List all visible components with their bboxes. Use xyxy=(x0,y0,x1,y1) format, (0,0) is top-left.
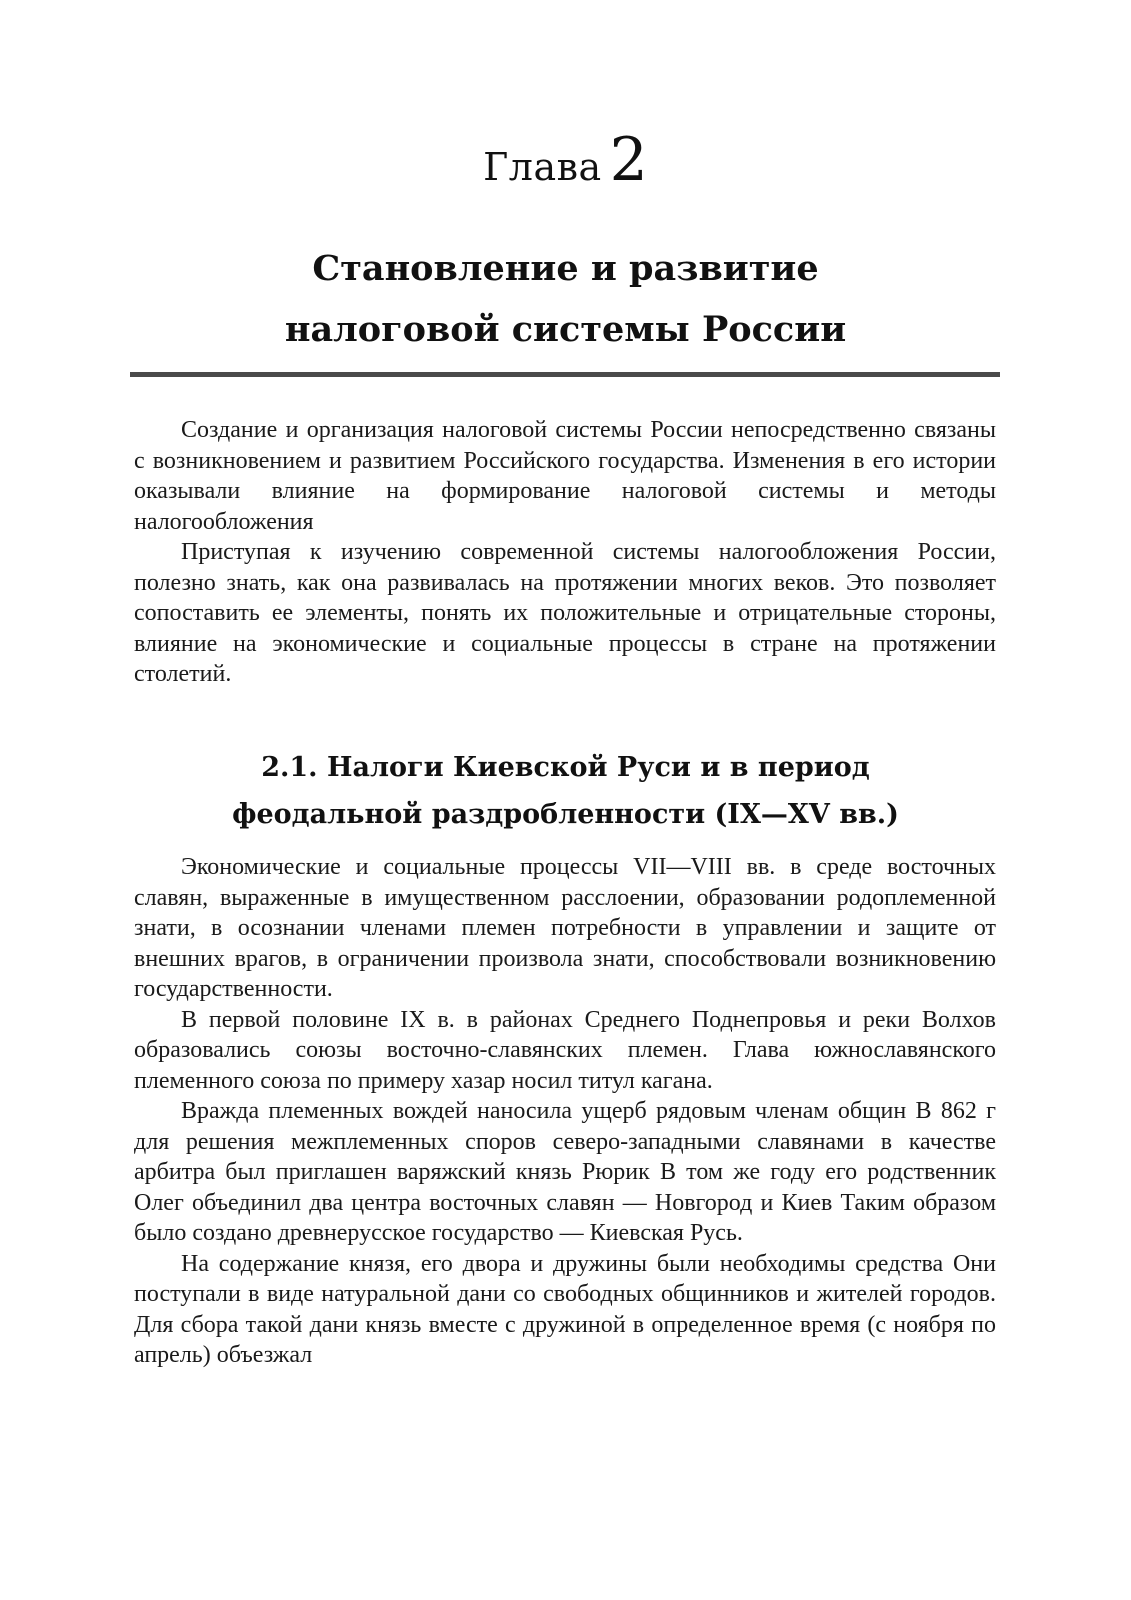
chapter-divider xyxy=(130,372,1000,377)
paragraph: В первой половине IX в. в районах Среднего Поднепровья и реки Волхов образовались союзы восточно-славянских племен. Глава южнославянского племенного союза по примеру хазар носил титул кагана. xyxy=(134,1006,996,1094)
chapter-number: 2 xyxy=(609,125,648,195)
paragraph: Создание и организация налоговой системы России непосредственно связаны с возникновением и развитием Российского государства. Изменения в его истории оказывали влияние на формирование налоговой системы и методы налогообложения xyxy=(134,417,996,535)
section-text xyxy=(134,852,996,1371)
chapter-title xyxy=(0,238,1131,360)
chapter-label xyxy=(0,125,1131,195)
intro-text xyxy=(134,415,996,690)
paragraph: Экономические и социальные процессы VII—VIII вв. в среде восточных славян, выраженные в имущественном расслоении, образовании родоплеменной знати, в осознании членами племен потребности в управлении и защите от внешних врагов, в ограничении произвола знати, способствовали возникновению государственности. xyxy=(134,854,996,1002)
paragraph: На содержание князя, его двора и дружины были необходимы средства Они поступали в виде натуральной дани со свободных общинников и жителей городов. Для сбора такой дани князь вместе с дружиной в определенное время (с ноября по апрель) объезжал xyxy=(134,1250,996,1368)
section-heading xyxy=(0,744,1131,838)
paragraph: Вражда племенных вождей наносила ущерб рядовым членам общин В 862 г для решения межплеменных споров северо-западными славянами в качестве арбитра был приглашен варяжский князь Рюрик В том же году его родственник Олег объединил два центра восточных славян — Новгород и Киев Таким образом было создано древнерусское государство — Киевская Русь. xyxy=(134,1098,996,1246)
paragraph: Приступая к изучению современной системы налогообложения России, полезно знать, как она развивалась на протяжении многих веков. Это позволяет сопоставить ее элементы, понять их положительные и отрицательные стороны, влияние на экономические и социальные процессы в стране на протяжении столетий. xyxy=(134,539,996,687)
chapter-title-line: Становление и развитие xyxy=(312,248,819,289)
chapter-title-line: налоговой системы России xyxy=(284,309,847,350)
chapter-word: Глава xyxy=(483,145,602,189)
section-heading-line: 2.1. Налоги Киевской Руси и в период xyxy=(261,752,870,783)
section-heading-line: феодальной раздробленности (IX—XV вв.) xyxy=(232,799,899,830)
